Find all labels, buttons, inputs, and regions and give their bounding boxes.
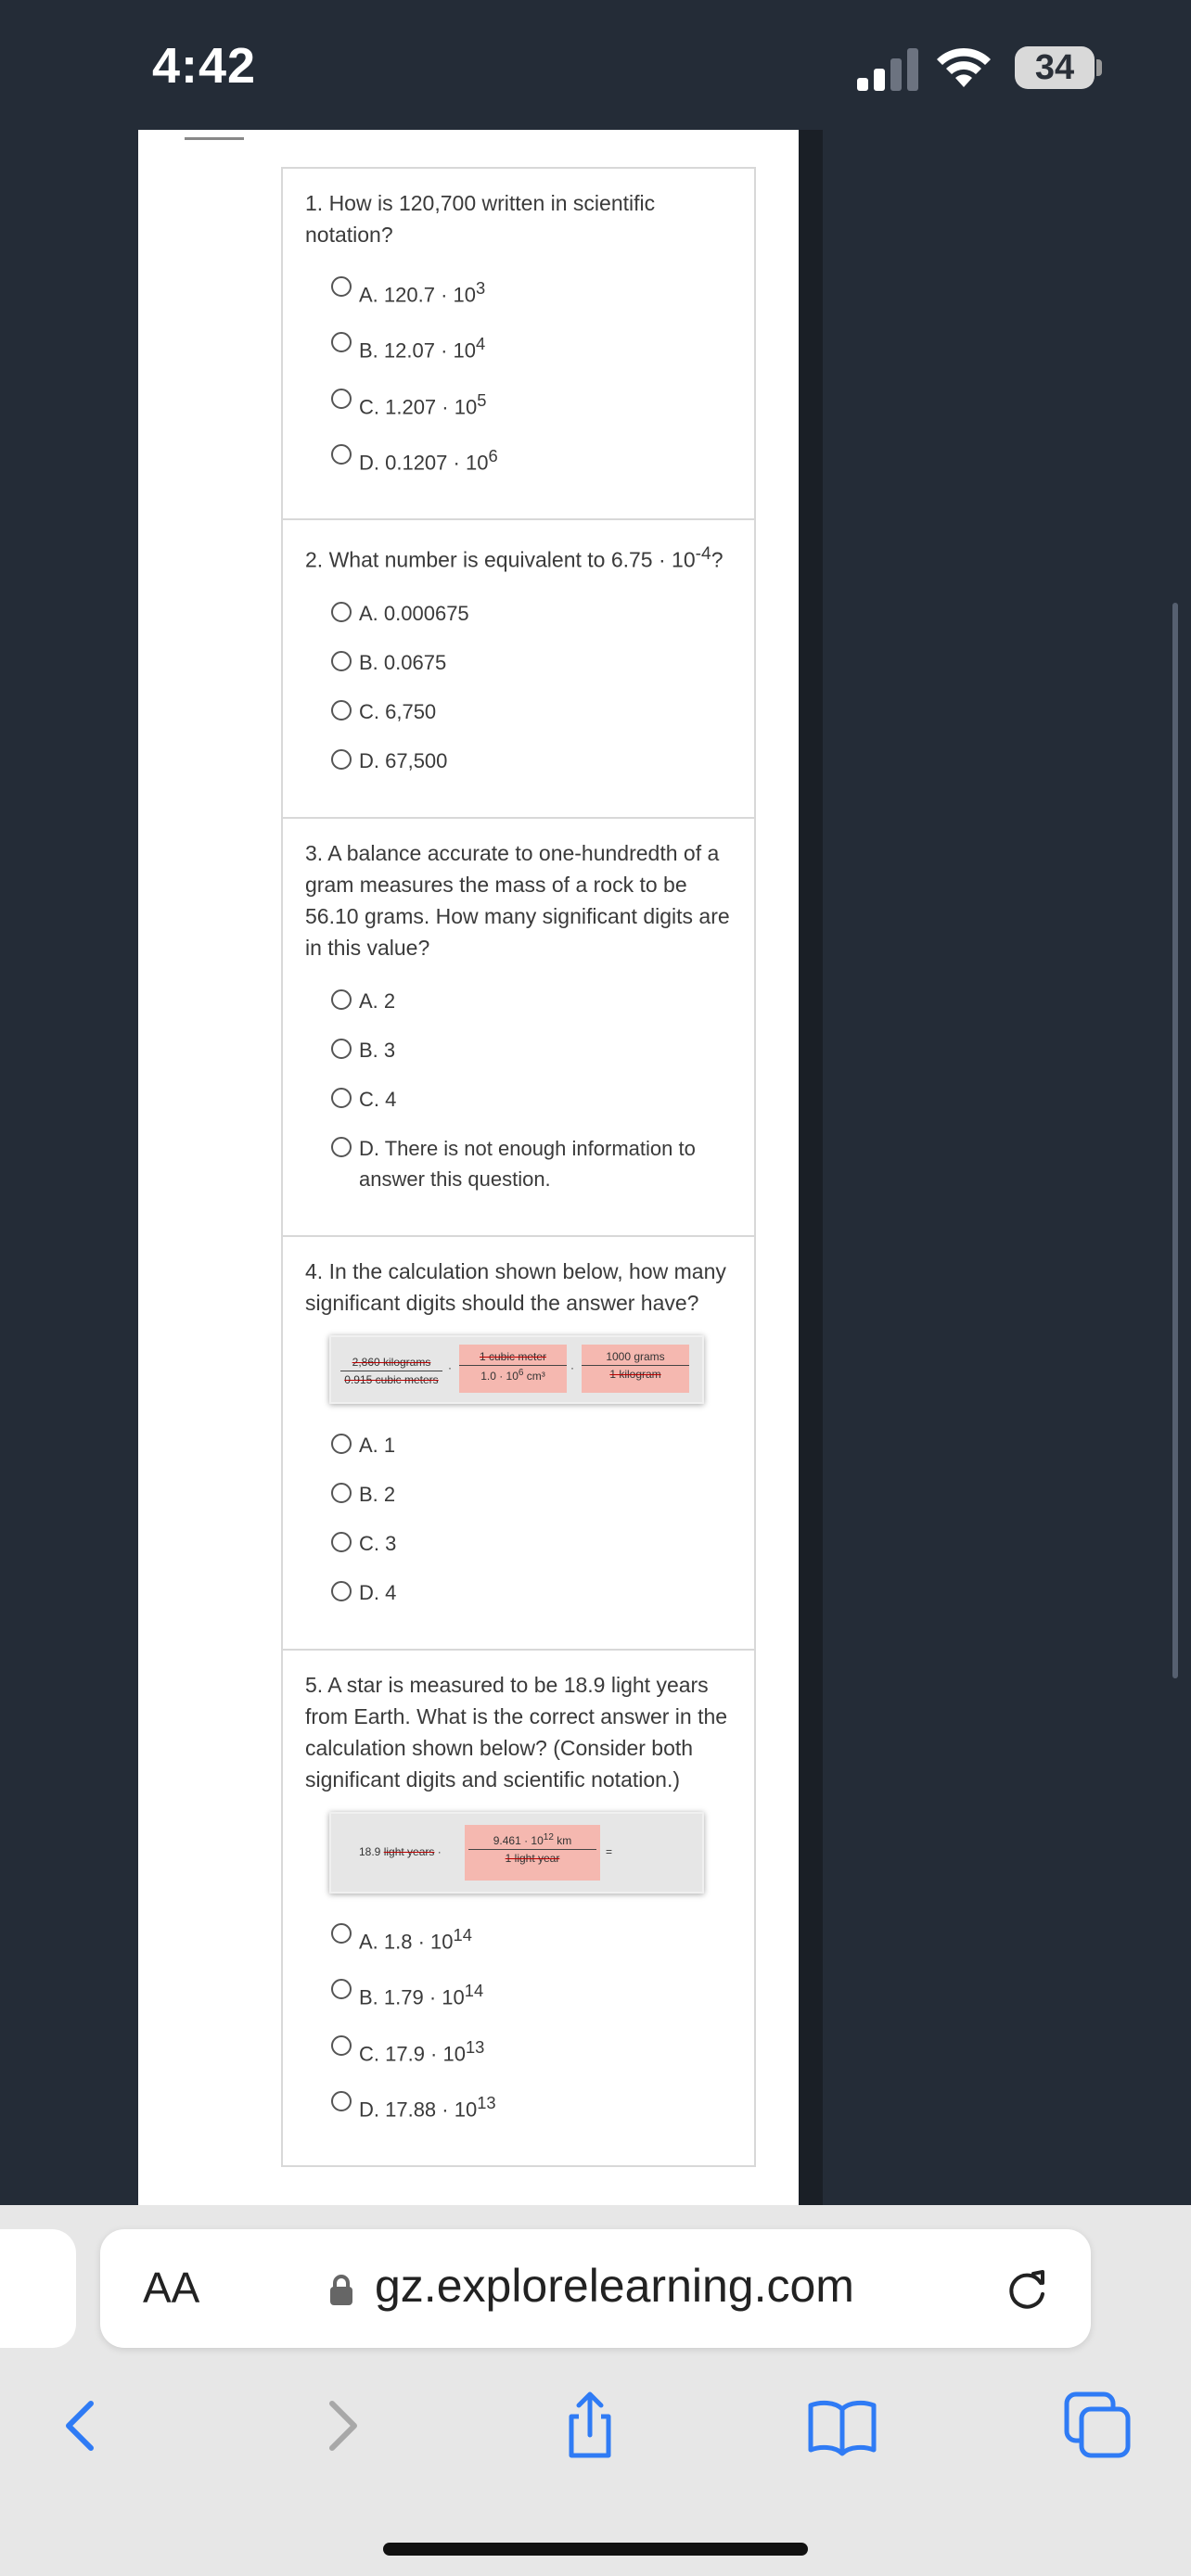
radio-button[interactable] [331, 1532, 352, 1552]
question-5 [283, 1651, 754, 2167]
option-4c[interactable]: C. 3 [331, 1528, 732, 1559]
option-1b[interactable]: B. $12.07 \cdot 10^4$ [331, 328, 732, 365]
conversion-denominator: 1 light year [505, 1851, 560, 1865]
back-icon[interactable] [45, 2389, 119, 2463]
radio-button[interactable] [331, 2035, 352, 2056]
option-5d[interactable]: D. $17.88 \cdot 10^{13}$ [331, 2087, 732, 2124]
question-5-text: 5. A star is measured to be 18.9 light years from Earth. What is the correct answer in the calculation shown below? (Consider both significant digits and scientific notation.) [305, 1672, 728, 1792]
reload-icon[interactable] [1002, 2263, 1054, 2315]
clock: 4:42 [152, 38, 257, 94]
fraction-3-numerator: 1000 grams [582, 1348, 689, 1366]
option-3d[interactable]: D. There is not enough information to answer this question. [331, 1133, 732, 1194]
fraction-3-denominator: 1 kilogram [609, 1367, 661, 1381]
radio-button[interactable] [331, 1088, 352, 1108]
text-size-button[interactable]: AA [143, 2264, 200, 2312]
radio-button[interactable] [331, 602, 352, 622]
radio-button[interactable] [331, 1979, 352, 1999]
question-2-text: 2. What number is equivalent to $6.75 \cdot 10^{-4}$? [305, 544, 724, 572]
question-1 [283, 169, 754, 520]
radio-button[interactable] [331, 1137, 352, 1157]
radio-button[interactable] [331, 651, 352, 671]
page-gutter [799, 130, 823, 2207]
scrollbar[interactable] [1172, 603, 1178, 1678]
option-2c[interactable]: C. 6,750 [331, 696, 732, 727]
option-2b[interactable]: B. 0.0675 [331, 647, 732, 678]
question-3 [283, 819, 754, 1237]
radio-button[interactable] [331, 700, 352, 721]
share-icon[interactable] [553, 2389, 627, 2463]
option-5a[interactable]: A. $1.8 \cdot 10^{14}$ [331, 1919, 732, 1957]
calculation-image-5 [329, 1812, 704, 1894]
radio-button[interactable] [331, 389, 352, 409]
cellular-signal-icon [857, 48, 922, 91]
question-3-text: 3. A balance accurate to one-hundredth of a gram measures the mass of a rock to be 56.10 grams. How many significant digits are in this value? [305, 840, 730, 960]
fraction-2-numerator: 1 cubic meter [459, 1348, 567, 1366]
option-3a[interactable]: A. 2 [331, 986, 732, 1016]
option-1a[interactable]: A. $120.7 \cdot 10^3$ [331, 273, 732, 310]
bookmarks-icon[interactable] [805, 2389, 879, 2463]
radio-button[interactable] [331, 1434, 352, 1454]
question-4 [283, 1237, 754, 1651]
radio-button[interactable] [331, 749, 352, 770]
tabs-icon[interactable] [1061, 2389, 1135, 2463]
option-5b[interactable]: B. $1.79 \cdot 10^{14}$ [331, 1975, 732, 2012]
lead-term: 18.9 light years · [359, 1844, 442, 1858]
radio-button[interactable] [331, 1039, 352, 1059]
web-page [138, 130, 799, 2207]
radio-button[interactable] [331, 276, 352, 297]
question-2 [283, 520, 754, 819]
fraction-1-numerator: 2,860 kilograms [340, 1354, 442, 1371]
quiz-container [281, 167, 756, 2167]
calculation-image-4 [329, 1335, 704, 1404]
fraction-3 [582, 1345, 689, 1393]
radio-button[interactable] [331, 444, 352, 465]
radio-button[interactable] [331, 989, 352, 1010]
battery-tip [1096, 59, 1102, 76]
option-4b[interactable]: B. 2 [331, 1479, 732, 1510]
question-4-text: 4. In the calculation shown below, how many significant digits should the answer have? [305, 1258, 726, 1315]
home-indicator[interactable] [383, 2543, 808, 2556]
lock-icon [328, 2274, 354, 2305]
radio-button[interactable] [331, 1923, 352, 1944]
url-text[interactable]: gz.explorelearning.com [375, 2260, 854, 2312]
forward-icon[interactable] [304, 2389, 378, 2463]
option-3b[interactable]: B. 3 [331, 1035, 732, 1065]
equals-sign: = [606, 1844, 613, 1858]
radio-button[interactable] [331, 1581, 352, 1601]
fraction-1-denominator: 0.915 cubic meters [344, 1372, 439, 1386]
question-1-text: 1. How is 120,700 written in scientific notation? [305, 191, 656, 247]
radio-button[interactable] [331, 332, 352, 352]
option-1d[interactable]: D. $0.1207 \cdot 10^6$ [331, 440, 732, 478]
option-3c[interactable]: C. 4 [331, 1084, 732, 1115]
conversion-numerator: $9.461 \cdot 10^{12}$ km [468, 1830, 596, 1850]
radio-button[interactable] [331, 1483, 352, 1503]
option-2a[interactable]: A. 0.000675 [331, 598, 732, 629]
address-bar[interactable] [100, 2229, 1091, 2348]
option-1c[interactable]: C. $1.207 \cdot 10^5$ [331, 385, 732, 422]
conversion-fraction [465, 1825, 600, 1881]
fraction-2 [459, 1345, 567, 1393]
option-4d[interactable]: D. 4 [331, 1577, 732, 1608]
header-remnant [185, 130, 244, 140]
battery-indicator: 34 [1015, 46, 1095, 89]
wifi-icon [935, 43, 992, 89]
option-4a[interactable]: A. 1 [331, 1430, 732, 1460]
multiply-dot: · [448, 1360, 452, 1374]
radio-button[interactable] [331, 2091, 352, 2111]
previous-tab-preview[interactable] [0, 2229, 76, 2348]
option-2d[interactable]: D. 67,500 [331, 746, 732, 776]
status-bar [0, 0, 1191, 130]
fraction-1 [340, 1354, 442, 1388]
multiply-dot: · [570, 1360, 574, 1374]
option-5c[interactable]: C. $17.9 \cdot 10^{13}$ [331, 2032, 732, 2069]
fraction-2-denominator: $1.0 \cdot 10^6$ cm³ [480, 1367, 545, 1383]
